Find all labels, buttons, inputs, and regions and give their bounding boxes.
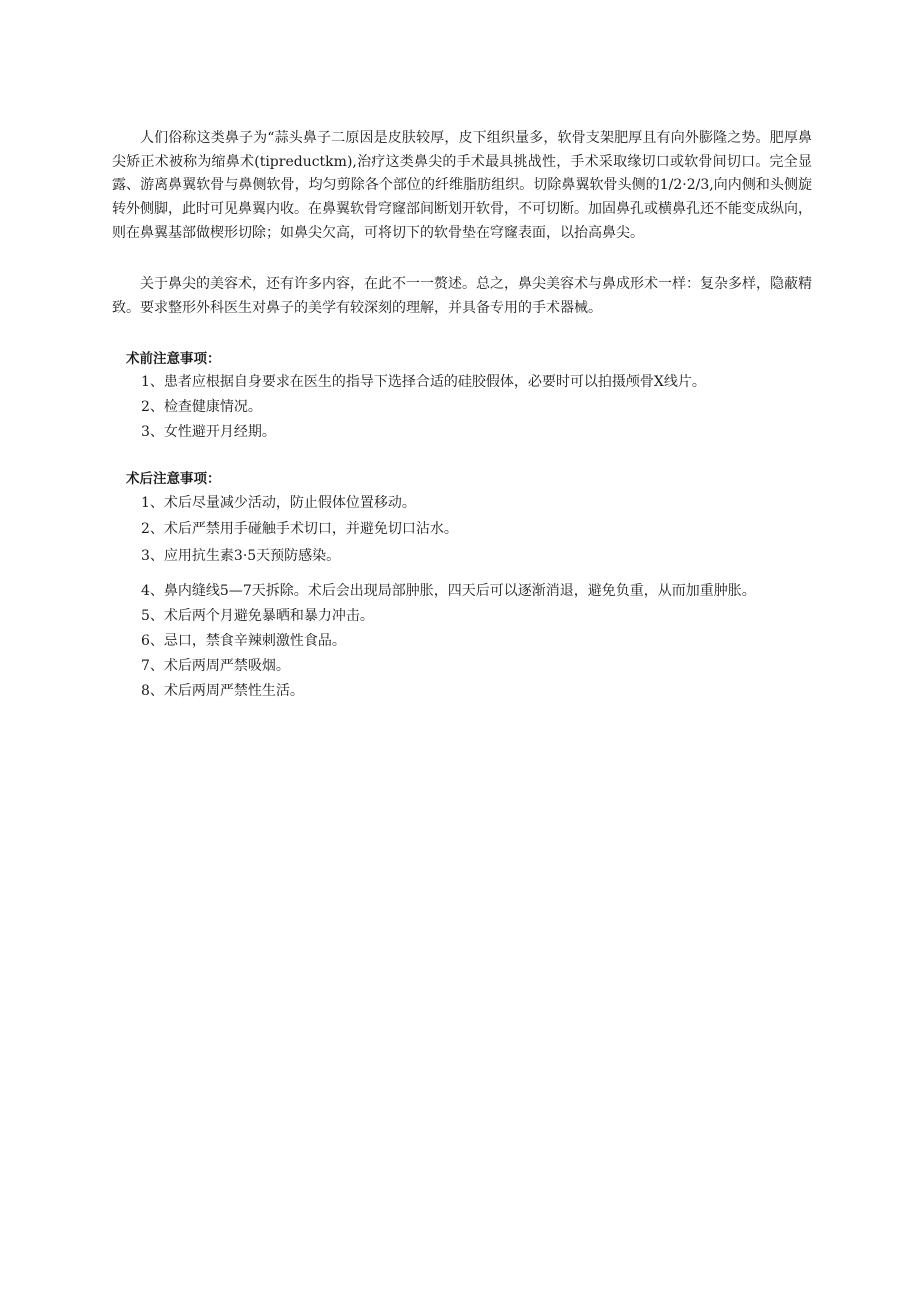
list-item: 2、术后严禁用手碰触手术切口，并避免切口沾水。 [141, 521, 458, 537]
list-item: 3、女性避开月经期。 [141, 424, 276, 440]
list-item: 7、术后两周严禁吸烟。 [141, 658, 290, 674]
list-item: 8、术后两周严禁性生活。 [141, 683, 304, 699]
list-item: 4、鼻内缝线5—7天拆除。术后会出现局部肿胀，四天后可以逐渐消退，避免负重，从而加重肿胀。 [141, 583, 756, 599]
list-item: 1、患者应根据自身要求在医生的指导下选择合适的硅胶假体，必要时可以拍摄颅骨X线片。 [141, 374, 706, 390]
body-paragraph-tip-reduction: 人们俗称这类鼻子为“蒜头鼻子二原因是皮肤较厚，皮下组织量多，软骨支架肥厚且有向外膨隆之势。肥厚鼻尖矫正术被称为缩鼻术(tipreductkm),治疗这类鼻尖的手术最具挑战性，手术采取缘切口或软骨间切口。完全显露、游离鼻翼软骨与鼻侧软骨，均匀剪除各个部位的纤维脂肪组织。切除鼻翼软骨头侧的1/2·2/3,向内侧和头侧旋转外侧脚，此时可见鼻翼内收。在鼻翼软骨穹窿部间断划开软骨，不可切断。加固鼻孔或横鼻孔还不能变成纵向，则在鼻翼基部做楔形切除；如鼻尖欠高，可将切下的软骨垫在穹窿表面，以抬高鼻尖。 [112, 130, 812, 241]
body-paragraph-summary: 关于鼻尖的美容术，还有许多内容，在此不一一赘述。总之，鼻尖美容术与鼻成形术一样：复杂多样，隐蔽精致。要求整形外科医生对鼻子的美学有较深刻的理解，并具备专用的手术器械。 [112, 276, 812, 316]
list-item: 3、应用抗生素3·5天预防感染。 [141, 548, 341, 564]
post-op-heading: 术后注意事项： [126, 471, 221, 487]
list-item: 2、检查健康情况。 [141, 399, 262, 415]
list-item: 5、术后两个月避免暴晒和暴力冲击。 [141, 608, 374, 624]
pre-op-heading: 术前注意事项： [126, 351, 221, 367]
list-item: 1、术后尽量减少活动，防止假体位置移动。 [141, 495, 416, 511]
list-item: 6、忌口，禁食辛辣刺激性食品。 [141, 633, 346, 649]
